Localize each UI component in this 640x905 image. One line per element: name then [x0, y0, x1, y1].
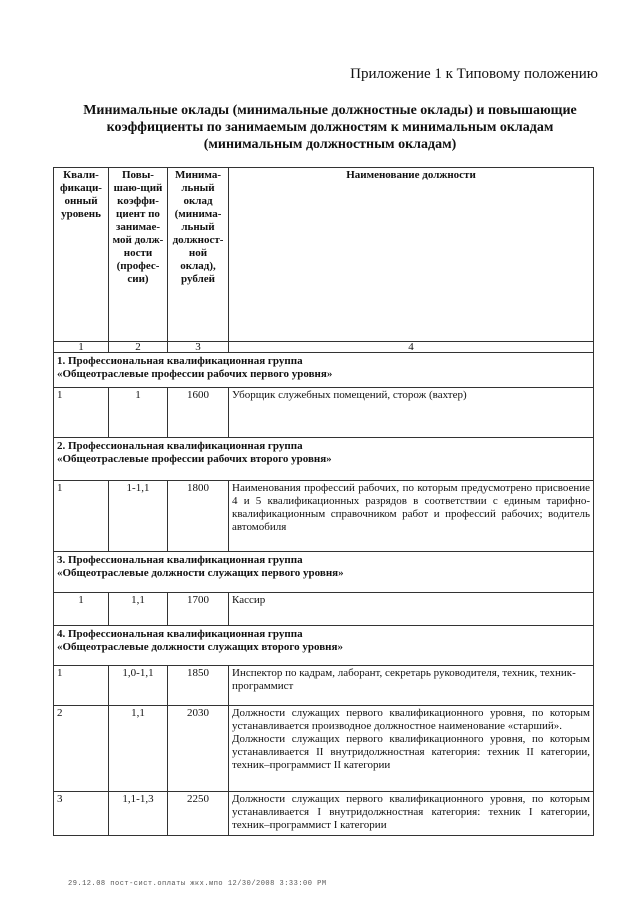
table-row: [54, 792, 594, 836]
level-cell: 2: [54, 706, 109, 792]
col-number: 3: [168, 342, 229, 353]
group-title: 3. Профессиональная квалификационная группа: [57, 554, 303, 566]
col-number: 1: [54, 342, 109, 353]
group-cell: [54, 626, 594, 666]
position-cell: Уборщик служебных помещений, сторож (вахтер): [229, 388, 594, 438]
header-level: Квали-фикаци-онный уровень: [54, 168, 109, 342]
salary-cell: 1800: [168, 481, 229, 552]
header-salary: Минима-льный оклад (минима-льный должност-ной оклад), рублей: [168, 168, 229, 342]
group-header: [54, 552, 594, 593]
coef-cell: 1,1-1,3: [109, 792, 168, 836]
document-title: [60, 102, 600, 153]
level-cell: 1: [54, 481, 109, 552]
table-row: [54, 481, 594, 552]
position-cell: Инспектор по кадрам, лаборант, секретарь руководителя, техник, техник-программист: [229, 666, 594, 706]
coef-cell: 1: [109, 388, 168, 438]
title-line: (минимальным должностным окладам): [203, 137, 457, 152]
header-coefficient: Повы-шаю-щий коэффи-циент по занимае-мой долж-ности (профес-сии): [109, 168, 168, 342]
group-cell: [54, 552, 594, 593]
level-cell: 1: [54, 593, 109, 626]
table-row: [54, 666, 594, 706]
table-header-row: [54, 168, 594, 342]
level-cell: 1: [54, 388, 109, 438]
title-line: Минимальные оклады (минимальные должностные оклады) и повышающие: [83, 103, 577, 118]
position-cell: Должности служащих первого квалификационного уровня, по которым устанавливается I внутридолжностная категория: техник I категории, техник–программист I категории: [229, 792, 594, 836]
group-title: 4. Профессиональная квалификационная группа: [57, 628, 303, 640]
coef-cell: 1-1,1: [109, 481, 168, 552]
file-footer: 29.12.08 пост-сист.оплаты жкх.мпо 12/30/2008 3:33:00 PM: [68, 880, 327, 888]
group-header: [54, 626, 594, 666]
group-header: [54, 438, 594, 481]
appendix-label: Приложение 1 к Типовому положению: [350, 66, 598, 82]
salary-cell: 1850: [168, 666, 229, 706]
level-cell: 1: [54, 666, 109, 706]
table-row: [54, 706, 594, 792]
header-position: Наименование должности: [229, 168, 594, 342]
group-subtitle: «Общеотраслевые должности служащих второго уровня»: [57, 641, 343, 653]
salary-cell: 2250: [168, 792, 229, 836]
salary-cell: 1700: [168, 593, 229, 626]
position-text: Должности служащих первого квалификационного уровня, по которым устанавливается II внутридолжностная категория: техник II категории, техник–программист II категории: [232, 733, 590, 771]
col-number: 4: [229, 342, 594, 353]
group-cell: [54, 353, 594, 388]
position-text: Должности служащих первого квалификационного уровня, по которым устанавливается производное должностное наименование «старший».: [232, 707, 590, 732]
title-line: коэффициенты по занимаемым должностям к минимальным окладам: [106, 120, 554, 135]
group-title: 1. Профессиональная квалификационная группа: [57, 355, 303, 367]
position-cell: Кассир: [229, 593, 594, 626]
table-row: [54, 593, 594, 626]
level-cell: 3: [54, 792, 109, 836]
col-number: 2: [109, 342, 168, 353]
group-cell: [54, 438, 594, 481]
group-header: [54, 353, 594, 388]
group-title: 2. Профессиональная квалификационная группа: [57, 440, 303, 452]
coef-cell: 1,0-1,1: [109, 666, 168, 706]
salary-cell: 2030: [168, 706, 229, 792]
coef-cell: 1,1: [109, 593, 168, 626]
coef-cell: 1,1: [109, 706, 168, 792]
salary-cell: 1600: [168, 388, 229, 438]
group-subtitle: «Общеотраслевые профессии рабочих второго уровня»: [57, 453, 332, 465]
table-row: [54, 388, 594, 438]
position-cell: Наименования профессий рабочих, по которым предусмотрено присвоение 4 и 5 квалификационных разрядов в соответствии с единым тарифно-квалификационным справочником работ и профессий рабочих; водитель автомобиля: [229, 481, 594, 552]
salary-table: [53, 167, 594, 836]
group-subtitle: «Общеотраслевые должности служащих первого уровня»: [57, 567, 344, 579]
column-number-row: [54, 342, 594, 353]
position-cell: [229, 706, 594, 792]
group-subtitle: «Общеотраслевые профессии рабочих первого уровня»: [57, 368, 333, 380]
